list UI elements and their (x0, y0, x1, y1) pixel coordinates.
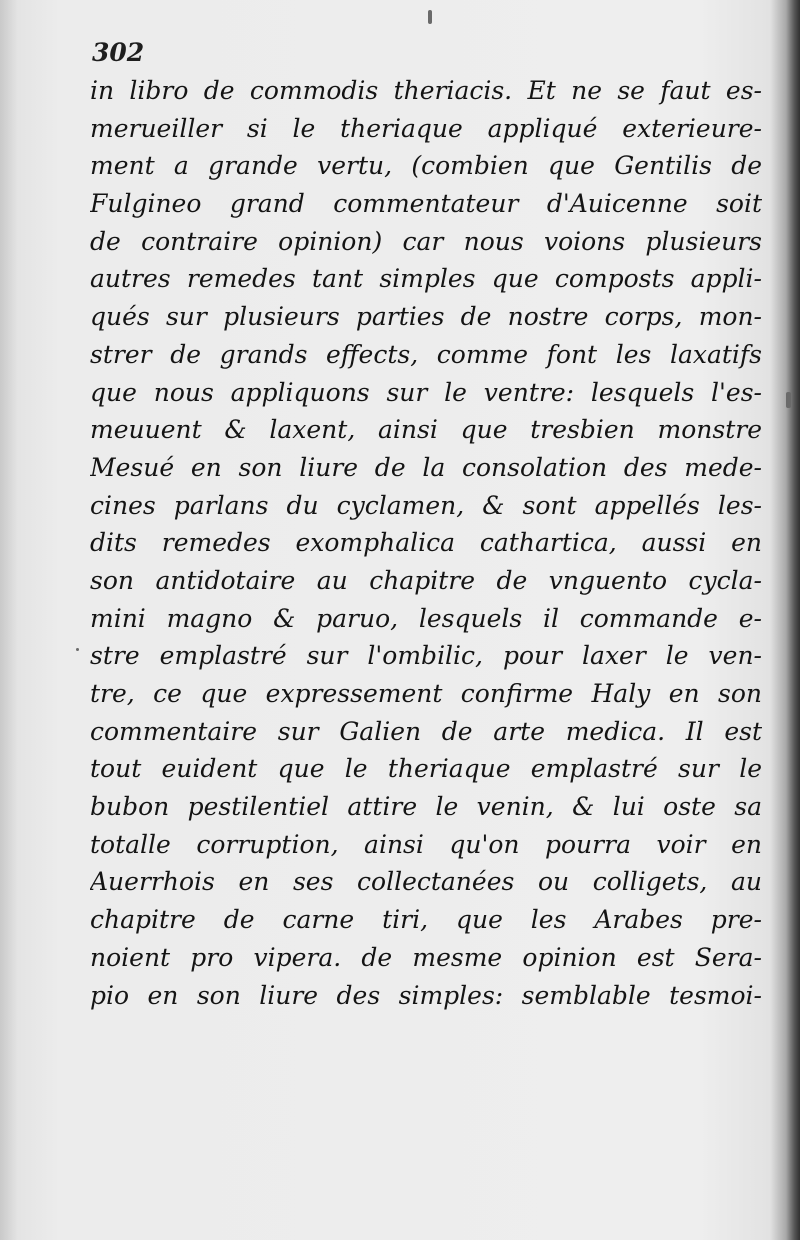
text-line: strer de grands effects, comme font les laxatifs (90, 339, 762, 369)
text-line: que nous appliquons sur le ventre: lesquels l'es- (90, 377, 762, 407)
binding-shadow (786, 0, 800, 1240)
text-line: Fulgineo grand commentateur d'Auicenne soit (90, 189, 762, 219)
text-line: tout euident que le theriaque emplastré sur le (90, 754, 762, 784)
text-line: Auerrhois en ses collectanées ou colligets, au (90, 867, 762, 897)
text-line: pio en son liure des simples: semblable tesmoi- (90, 980, 762, 1010)
text-line: merueiller si le theriaque appliqué exterieure- (90, 113, 762, 143)
paper-speck (428, 10, 432, 24)
text-line: Mesué en son liure de la consolation des mede- (90, 452, 762, 482)
page-number: 302 (92, 38, 145, 67)
text-line: totalle corruption, ainsi qu'on pourra voir en (90, 829, 762, 859)
text-line: chapitre de carne tiri, que les Arabes pre- (90, 905, 762, 935)
text-line: bubon pestilentiel attire le venin, & lui oste sa (90, 792, 762, 822)
text-line: mini magno & paruo, lesquels il commande e- (90, 603, 762, 633)
text-line: dits remedes exomphalica cathartica, aussi en (90, 528, 762, 558)
text-line: noient pro vipera. de mesme opinion est Sera- (90, 942, 762, 972)
paper-speck (786, 392, 791, 408)
text-line: commentaire sur Galien de arte medica. Il est (90, 716, 762, 746)
paper-speck (76, 648, 79, 651)
text-line: qués sur plusieurs parties de nostre corps, mon- (90, 302, 762, 332)
text-line: cines parlans du cyclamen, & sont appellés les- (90, 490, 762, 520)
text-line: son antidotaire au chapitre de vnguento cycla- (90, 565, 762, 595)
text-line: de contraire opinion) car nous voions plusieurs (90, 226, 762, 256)
text-line: tre, ce que expressement confirme Haly en son (90, 679, 762, 708)
text-line: in libro de commodis theriacis. Et ne se faut es- (90, 76, 762, 105)
text-line: autres remedes tant simples que composts appli- (90, 264, 762, 294)
text-line: ment a grande vertu, (combien que Gentilis de (90, 151, 762, 181)
text-line: meuuent & laxent, ainsi que tresbien monstre (90, 415, 762, 445)
body-text (90, 72, 762, 1014)
text-line: stre emplastré sur l'ombilic, pour laxer le ven- (90, 641, 762, 671)
